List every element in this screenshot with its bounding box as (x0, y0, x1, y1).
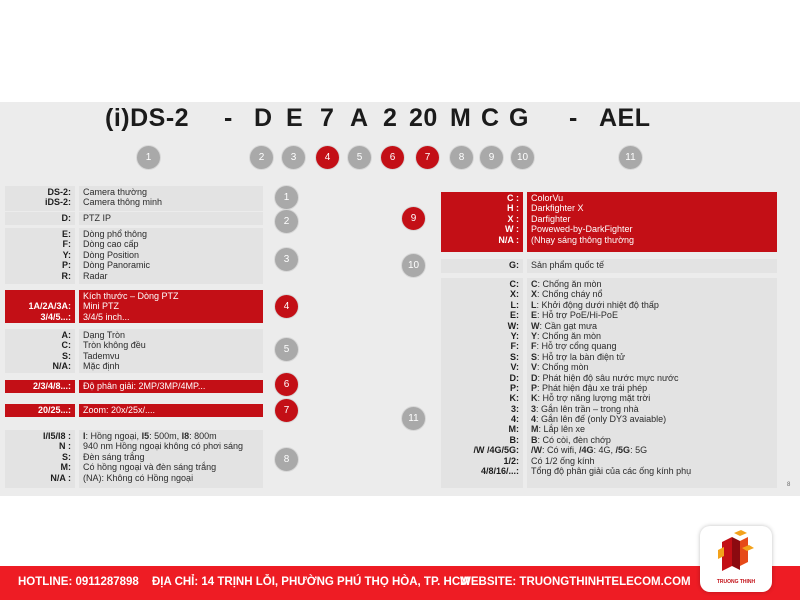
legend-values: Sản phẩm quốc tế (527, 259, 777, 273)
legend-values: Độ phân giải: 2MP/3MP/4MP... (79, 380, 263, 393)
segment-number: 9 (479, 145, 504, 170)
legend-block-illumination (5, 430, 263, 488)
segment-number: 9 (401, 206, 426, 231)
footer-bar (0, 566, 800, 600)
legend-values: I: Hồng ngoại, I5: 500m, I8: 800m 940 nm Hồng ngoại không có phơi sáng Đèn sáng trắng Có hồng ngoại và đèn sáng trắng (NA): Không có Hồng ngoại (79, 430, 263, 488)
legend-values: Camera thường Camera thông minh (79, 186, 263, 211)
legend-keys: 20/25...: (5, 404, 75, 417)
code-prefix: (i)DS-2 (105, 104, 190, 132)
code-letter-d: D (254, 104, 273, 132)
logo-cubes-icon (700, 526, 772, 580)
segment-number: 6 (274, 372, 299, 397)
company-logo (700, 526, 772, 592)
legend-values: Dạng Tròn Tròn không đều Tademvu Mặc định (79, 329, 263, 373)
code-letter-e: E (286, 104, 304, 132)
segment-number: 10 (510, 145, 535, 170)
segment-number: 5 (274, 337, 299, 362)
page-number: 8 (787, 482, 791, 488)
segment-number: 6 (380, 145, 405, 170)
code-digit-7: 7 (320, 104, 335, 132)
segment-number: 11 (401, 406, 426, 431)
segment-number: 4 (315, 145, 340, 170)
code-letter-g: G (509, 104, 529, 132)
segment-number: 8 (449, 145, 474, 170)
footer-address: ĐỊA CHỈ: 14 TRỊNH LỖI, PHƯỜNG PHÚ THỌ HÒA, TP. HCM (152, 576, 470, 588)
legend-block-zoom (5, 404, 263, 417)
segment-number: 2 (274, 209, 299, 234)
legend-keys: C: X: L: E: W: Y: F: S: V: D: P: K: 3: 4: M: B: /W /4G/5G: 1/2: 4/8/16/...: (441, 278, 523, 488)
legend-block-size (5, 290, 263, 323)
legend-keys: I/I5/I8 : N : S: M: N/A : (5, 430, 75, 488)
legend-block-type (5, 212, 263, 225)
legend-keys: C : H : X : W : N/A : (441, 192, 523, 252)
legend-block-region (441, 259, 777, 273)
legend-values: Zoom: 20x/25x/.... (79, 404, 263, 417)
legend-keys: 2/3/4/8...: (5, 380, 75, 393)
legend-values: Dòng phổ thông Dòng cao cấp Dòng Position Dòng Panoramic Radar (79, 228, 263, 284)
legend-values: PTZ IP (79, 212, 263, 225)
segment-number: 8 (274, 447, 299, 472)
segment-number: 3 (274, 247, 299, 272)
code-dash: - (224, 104, 233, 132)
segment-number: 3 (281, 145, 306, 170)
segment-number: 7 (274, 398, 299, 423)
footer-hotline: HOTLINE: 0911287898 (18, 576, 139, 588)
code-dash: - (569, 104, 578, 132)
legend-block-shape (5, 329, 263, 373)
code-letter-m: M (450, 104, 472, 132)
logo-caption: TRUONG THINH (716, 579, 756, 585)
legend-values: ColorVu Darkfighter X Darfighter Powewed-by-DarkFighter (Nhạy sáng thông thường (527, 192, 777, 252)
code-suffix: AEL (599, 104, 651, 132)
legend-keys: A: C: S: N/A: (5, 329, 75, 373)
legend-block-features (441, 278, 777, 488)
segment-number: 7 (415, 145, 440, 170)
code-letter-c: C (481, 104, 500, 132)
code-zoom-20: 20 (409, 104, 438, 132)
legend-keys: 1A/2A/3A: 3/4/5...: (5, 290, 75, 323)
segment-number-row (0, 145, 800, 173)
legend-values: C: Chống ăn mòn X: Chống cháy nổ L: Khởi động dưới nhiệt độ thấp E: Hỗ trợ PoE/Hi-PoE W: Cần gạt mưa Y: Chống ăn mòn F: Hỗ trợ cổng quang S: Hỗ trợ la bàn điện tử V: Chống mòn D: Phát hiện độ sâu nước mực nước P: Phát hiện đậu xe trái phép K: Hỗ trợ năng lượng mặt trời 3: Gắn lên trần – trong nhà 4: Gắn lên đế (only DY3 avaiable) M: Lắp lên xe B: Có còi, đèn chớp /W: Có wifi, /4G: 4G, /5G: 5G Có 1/2 ống kính Tổng độ phân giải của các ống kính phụ (527, 278, 777, 488)
segment-number: 1 (274, 185, 299, 210)
segment-number: 2 (249, 145, 274, 170)
legend-block-series (5, 186, 263, 211)
legend-keys: DS-2: iDS-2: (5, 186, 75, 211)
legend-keys: D: (5, 212, 75, 225)
legend-block-line (5, 228, 263, 284)
model-code (0, 104, 800, 140)
legend-block-resolution (5, 380, 263, 393)
segment-number: 10 (401, 253, 426, 278)
segment-number: 4 (274, 294, 299, 319)
segment-number: 5 (347, 145, 372, 170)
footer-website[interactable]: WEBSITE: TRUONGTHINHTELECOM.COM (460, 576, 691, 588)
code-digit-2: 2 (383, 104, 398, 132)
legend-values: Kích thước – Dòng PTZ Mini PTZ 3/4/5 inch... (79, 290, 263, 323)
segment-number: 11 (618, 145, 643, 170)
legend-keys: G: (441, 259, 523, 273)
segment-number: 1 (136, 145, 161, 170)
legend-keys: E: F: Y: P: R: (5, 228, 75, 284)
code-letter-a: A (350, 104, 369, 132)
legend-block-lowlight (441, 192, 777, 252)
